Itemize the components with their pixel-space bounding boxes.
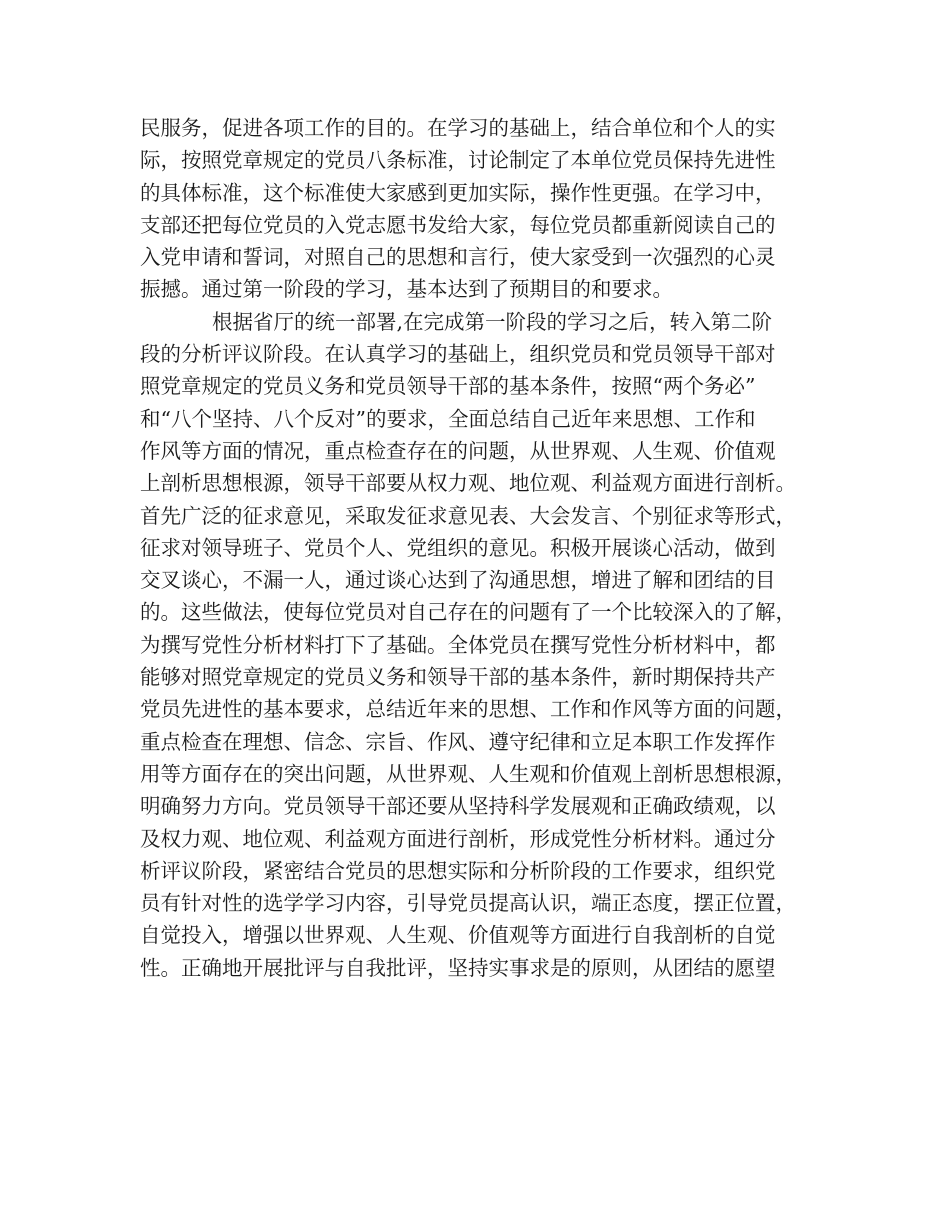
text-line: 段的分析评议阶段。在认真学习的基础上，组织党员和党员领导干部对 bbox=[140, 342, 776, 367]
text-line: 民服务，促进各项工作的目的。在学习的基础上，结合单位和个人的实 bbox=[140, 116, 776, 140]
text-line: 的。这些做法，使每位党员对自己存在的问题有了一个比较深入的了解， bbox=[140, 600, 796, 625]
text-line: 照党章规定的党员义务和党员领导干部的基本条件，按照“两个务必” bbox=[140, 374, 756, 399]
text-line: 员有针对性的选学学习内容，引导党员提高认识，端正态度，摆正位置， bbox=[140, 891, 796, 916]
text-line: 振撼。通过第一阶段的学习，基本达到了预期目的和要求。 bbox=[140, 277, 673, 302]
text-line: 交叉谈心，不漏一人，通过谈心达到了沟通思想，增进了解和团结的目 bbox=[140, 568, 776, 593]
text-line: 析评议阶段，紧密结合党员的思想实际和分析阶段的工作要求，组织党 bbox=[140, 858, 776, 883]
text-line: 际，按照党章规定的党员八条标准，讨论制定了本单位党员保持先进性 bbox=[140, 148, 776, 173]
text-line: 支部还把每位党员的入党志愿书发给大家，每位党员都重新阅读自己的 bbox=[140, 212, 776, 237]
document-body bbox=[140, 112, 830, 984]
text-line: 入党申请和誓词，对照自己的思想和言行，使大家受到一次强烈的心灵 bbox=[140, 245, 776, 270]
text-line: 征求对领导班子、党员个人、党组织的意见。积极开展谈心活动，做到 bbox=[140, 535, 776, 560]
text-line: 作风等方面的情况，重点检查存在的问题，从世界观、人生观、价值观 bbox=[140, 438, 776, 463]
text-line: 明确努力方向。党员领导干部还要从坚持科学发展观和正确政绩观，以 bbox=[140, 794, 776, 819]
text-line: 自觉投入，增强以世界观、人生观、价值观等方面进行自我剖析的自觉 bbox=[140, 923, 776, 948]
text-line: 为撰写党性分析材料打下了基础。全体党员在撰写党性分析材料中，都 bbox=[140, 632, 776, 657]
paragraph-first-line: 根据省厅的统一部署,在完成第一阶段的学习之后，转入第二阶 bbox=[212, 309, 773, 334]
text-line: 重点检查在理想、信念、宗旨、作风、遵守纪律和立足本职工作发挥作 bbox=[140, 729, 776, 754]
text-line: 能够对照党章规定的党员义务和领导干部的基本条件，新时期保持共产 bbox=[140, 665, 776, 690]
text-line: 的具体标准，这个标准使大家感到更加实际，操作性更强。在学习中， bbox=[140, 180, 776, 205]
text-line: 上剖析思想根源，领导干部要从权力观、地位观、利益观方面进行剖析。 bbox=[140, 471, 796, 496]
text-line: 党员先进性的基本要求，总结近年来的思想、工作和作风等方面的问题， bbox=[140, 697, 796, 722]
text-line: 首先广泛的征求意见，采取发征求意见表、大会发言、个别征求等形式， bbox=[140, 503, 796, 528]
text-line: 及权力观、地位观、利益观方面进行剖析，形成党性分析材料。通过分 bbox=[140, 826, 776, 851]
text-line: 和“八个坚持、八个反对”的要求，全面总结自己近年来思想、工作和 bbox=[140, 406, 756, 431]
text-line: 性。正确地开展批评与自我批评，坚持实事求是的原则，从团结的愿望 bbox=[140, 955, 776, 980]
text-line: 用等方面存在的突出问题，从世界观、人生观和价值观上剖析思想根源， bbox=[140, 761, 796, 786]
